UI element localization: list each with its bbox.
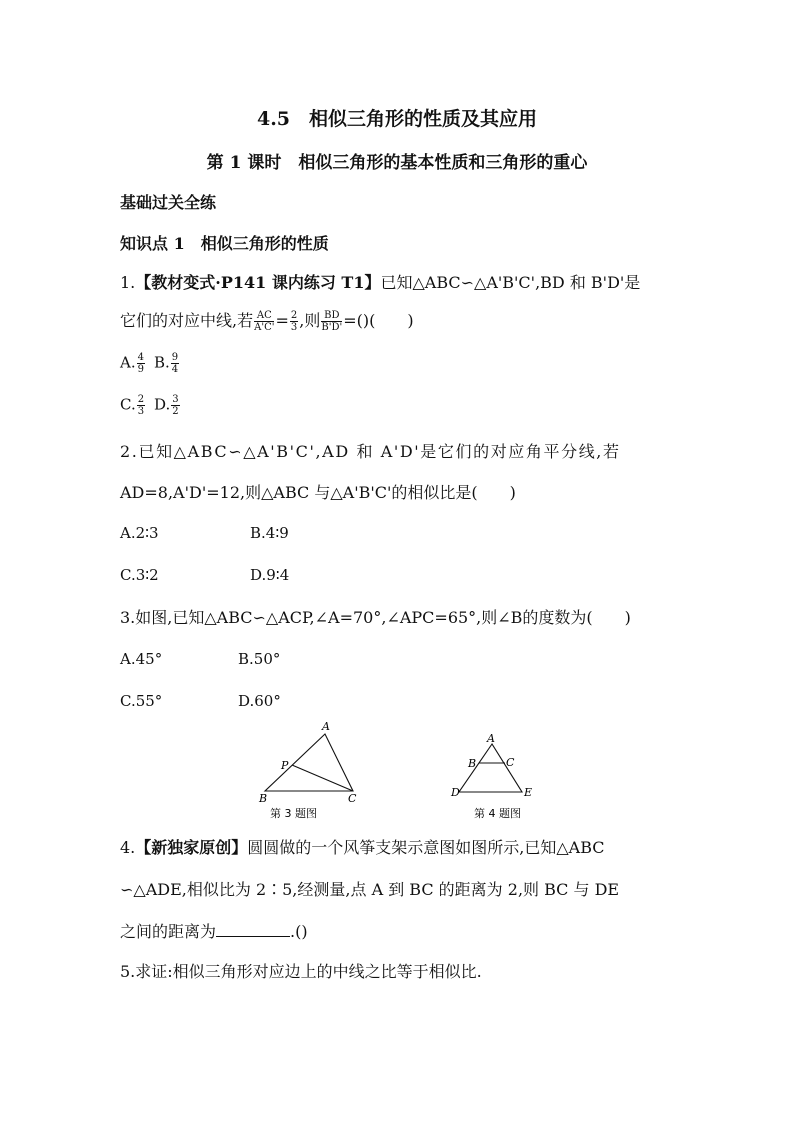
label-c: C bbox=[506, 756, 515, 769]
question-3-line-1: 3.如图,已知△ABC∽△ACP,∠A=70°,∠APC=65°,则∠B的度数为( ) bbox=[120, 608, 631, 627]
option-c[interactable]: C.55° bbox=[120, 692, 163, 710]
option-b[interactable]: B.50° bbox=[238, 650, 281, 668]
label-e: E bbox=[524, 786, 533, 799]
option-b[interactable]: B. $\frac{9}{4}$ bbox=[154, 352, 179, 375]
question-5-line-1: 5.求证:相似三角形对应边上的中线之比等于相似比. bbox=[120, 962, 482, 981]
label-p: P bbox=[281, 759, 289, 772]
question-1-line-1: 1.【教材变式·P141 课内练习 T1】已知△ABC∽△A'B'C',BD 和 B'D'是 bbox=[120, 273, 641, 292]
segment-pc bbox=[292, 765, 353, 791]
option-a[interactable]: A.2∶3 bbox=[120, 524, 159, 542]
page-title: 4.5 相似三角形的性质及其应用 bbox=[256, 108, 538, 130]
option-d[interactable]: D.9∶4 bbox=[250, 566, 290, 584]
option-b[interactable]: B.4∶9 bbox=[250, 524, 289, 542]
option-a[interactable]: A. $\frac{4}{9}$ bbox=[120, 352, 144, 375]
knowledge-point-heading: 知识点 1 相似三角形的性质 bbox=[120, 234, 329, 253]
label-b: B bbox=[468, 757, 477, 770]
label-b: B bbox=[259, 792, 268, 805]
triangle-abc bbox=[265, 734, 353, 791]
label-d: D bbox=[451, 786, 460, 799]
question-4 bbox=[120, 833, 680, 947]
question-3 bbox=[120, 603, 680, 633]
question-4-line-3: 之间的距离为 .() bbox=[120, 922, 308, 941]
question-5 bbox=[120, 957, 680, 987]
question-1-tag: 【教材变式·P141 课内练习 T1】 bbox=[135, 273, 381, 292]
section-heading: 基础过关全练 bbox=[120, 193, 217, 212]
label-a: A bbox=[322, 720, 330, 733]
question-1 bbox=[120, 268, 680, 336]
question-2 bbox=[120, 437, 680, 508]
question-4-tag: 【新独家原创】 bbox=[135, 838, 248, 857]
figure-3-diagram bbox=[252, 718, 372, 824]
fraction-ac-over-a1c1: $\frac{AC}{A'C'}$ bbox=[254, 310, 275, 333]
question-2-line-1: 2.已知△ABC∽△A'B'C',AD 和 A'D'是它们的对应角平分线,若 bbox=[120, 442, 621, 461]
question-1-line-2: 它们的对应中线,若 $\frac{AC}{A'C'}$ = $\frac{2}{3}$ ,则 $\frac{BD}{B'D'}$ =()( ) bbox=[120, 310, 414, 333]
fraction-two-thirds: $\frac{2}{3}$ bbox=[290, 310, 298, 333]
label-c: C bbox=[348, 792, 357, 805]
answer-blank[interactable] bbox=[216, 920, 290, 937]
figure-4-diagram bbox=[442, 732, 552, 824]
fraction-bd-over-b1d1: $\frac{BD}{B'D'}$ bbox=[321, 310, 343, 333]
figure-3-caption: 第 3 题图 bbox=[270, 807, 317, 820]
option-c[interactable]: C.3∶2 bbox=[120, 566, 159, 584]
option-d[interactable]: D.60° bbox=[238, 692, 281, 710]
option-a[interactable]: A.45° bbox=[120, 650, 163, 668]
question-2-line-2: AD=8,A'D'=12,则△ABC 与△A'B'C'的相似比是( ) bbox=[120, 483, 516, 502]
label-a: A bbox=[487, 732, 495, 745]
question-4-line-1: 4.【新独家原创】圆圆做的一个风筝支架示意图如图所示,已知△ABC bbox=[120, 838, 605, 857]
figure-4-caption: 第 4 题图 bbox=[474, 807, 521, 820]
lesson-subtitle: 第 1 课时 相似三角形的基本性质和三角形的重心 bbox=[206, 153, 588, 173]
option-d[interactable]: D. $\frac{3}{2}$ bbox=[154, 394, 179, 417]
option-c[interactable]: C. $\frac{2}{3}$ bbox=[120, 394, 145, 417]
question-4-line-2: ∽△ADE,相似比为 2∶5,经测量,点 A 到 BC 的距离为 2,则 BC 与 DE bbox=[120, 880, 620, 899]
